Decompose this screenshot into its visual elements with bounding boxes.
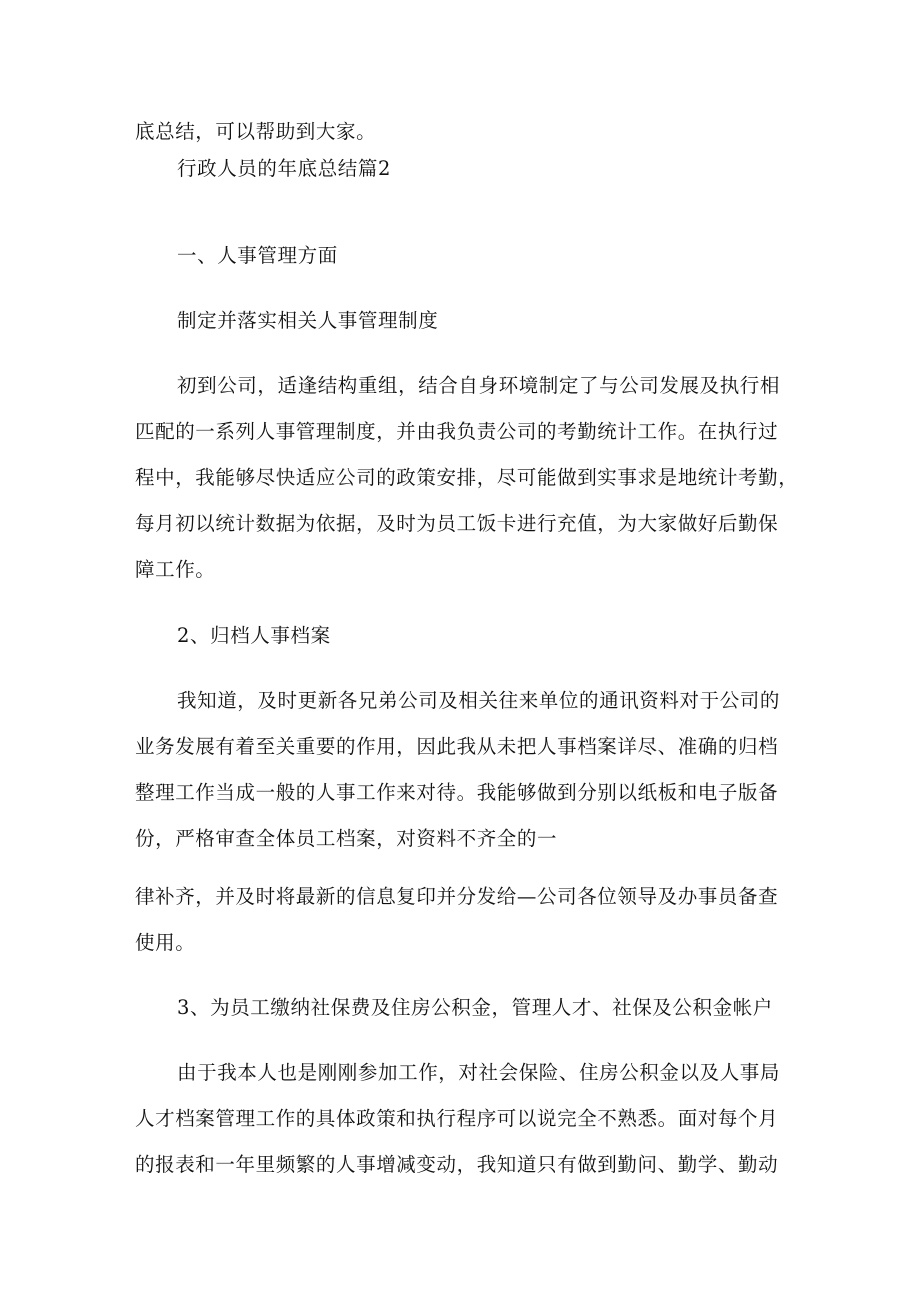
text-line: 业务发展有着至关重要的作用，因此我从未把人事档案详尽、准确的归档 — [135, 735, 779, 758]
subsection-heading: 3、为员工缴纳社保费及住房公积金，管理人才、社保及公积金帐户 — [177, 996, 773, 1019]
text-line: 每月初以统计数据为依据，及时为员工饭卡进行充值，为大家做好后勤保 — [135, 512, 779, 535]
text-line: 的报表和一年里频繁的人事增减变动，我知道只有做到勤问、勤学、勤动 — [135, 1153, 779, 1176]
section-heading: 一、人事管理方面 — [177, 244, 338, 267]
text-line: 律补齐，并及时将最新的信息复印并分发给—公司各位领导及办事员备查 — [135, 885, 779, 908]
subsection-heading: 2、归档人事档案 — [177, 624, 331, 647]
text-line: 初到公司，适逢结构重组，结合自身环境制定了与公司发展及执行相 — [177, 374, 781, 397]
section-title: 行政人员的年底总结篇2 — [177, 157, 392, 180]
text-line: 使用。 — [135, 931, 196, 954]
subsection-heading: 制定并落实相关人事管理制度 — [177, 309, 439, 332]
text-line: 人才档案管理工作的具体政策和执行程序可以说完全不熟悉。面对每个月 — [135, 1107, 779, 1130]
text-line: 份，严格审查全体员工档案，对资料不齐全的一 — [135, 827, 558, 850]
text-line: 整理工作当成一般的人事工作来对待。我能够做到分别以纸板和电子版备 — [135, 781, 779, 804]
text-line: 底总结，可以帮助到大家。 — [135, 120, 377, 143]
text-line: 程中，我能够尽快适应公司的政策安排，尽可能做到实事求是地统计考勤， — [135, 466, 799, 489]
text-line: 我知道，及时更新各兄弟公司及相关往来单位的通讯资料对于公司的 — [177, 689, 781, 712]
text-line: 由于我本人也是刚刚参加工作，对社会保险、住房公积金以及人事局 — [177, 1061, 781, 1084]
text-line: 匹配的一系列人事管理制度，并由我负责公司的考勤统计工作。在执行过 — [135, 420, 779, 443]
text-line: 障工作。 — [135, 558, 216, 581]
